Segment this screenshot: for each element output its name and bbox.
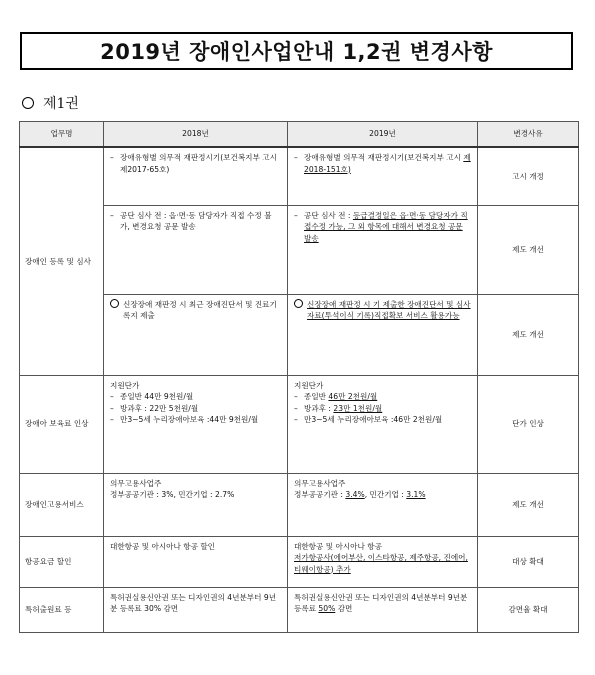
cell-2019: 대한항공 및 아시아나 항공 저가항공사(에어부산, 이스타항공, 제주항공, 진에어, 티웨이항공) 추가 <box>288 536 478 587</box>
row-category-employment: 장애인고용서비스 <box>20 473 104 536</box>
hollow-circle-icon <box>22 97 34 109</box>
cell-reason: 제도 개선 <box>478 205 579 294</box>
table-row <box>20 536 579 587</box>
row-category-registration: 장애인 등록 및 심사 <box>20 147 104 375</box>
table-row <box>20 205 579 294</box>
cell-reason: 제도 개선 <box>478 294 579 375</box>
cell-2019: – 장애유형별 의무적 재판정시기(보건복지부 고시 제2018-151호) <box>288 147 478 205</box>
header-2018: 2018년 <box>104 122 288 148</box>
cell-2019: 의무고용사업주 정부공공기관 : 3.4%, 민간기업 : 3.1% <box>288 473 478 536</box>
table-row <box>20 473 579 536</box>
cell-reason: 단가 인상 <box>478 375 579 473</box>
hollow-circle-icon <box>294 299 303 308</box>
cell-reason: 감면율 확대 <box>478 587 579 632</box>
cell-2018: 대한항공 및 아시아나 항공 할인 <box>104 536 288 587</box>
cell-2018: 의무고용사업주 정부공공기관 : 3%, 민간기업 : 2.7% <box>104 473 288 536</box>
row-category-airfare: 항공요금 할인 <box>20 536 104 587</box>
cell-reason: 제도 개선 <box>478 473 579 536</box>
cell-2018: – 장애유형별 의무적 재판정시기(보건복지부 고시 제2017-65호) <box>104 147 288 205</box>
cell-2019: – 공단 심사 전 : 등급결정일은 읍·면·동 담당자가 직접수정 가능, 그 외 항목에 대해서 변경요청 공문 발송 <box>288 205 478 294</box>
cell-reason: 고시 개정 <box>478 147 579 205</box>
cell-2019: 특허권실용신안권 또는 디자인권의 4년분부터 9년분 등록료 50% 감면 <box>288 587 478 632</box>
cell-2018: 신장장애 재판정 시 최근 장애진단서 및 진료기록지 제출 <box>104 294 288 375</box>
cell-2019: 지원단가 – 종일반 46만 2천원/월 – 방과후 : 23만 1천원/월 – 만3~5세 누리장애아보육 :46만 2천원/월 <box>288 375 478 473</box>
table-row <box>20 375 579 473</box>
section-heading-text: 제1권 <box>43 96 79 112</box>
page-title <box>20 32 573 70</box>
section-heading <box>22 93 79 113</box>
cell-2018: 지원단가 – 종일반 44만 9천원/월 – 방과후 : 22만 5천원/월 – 만3~5세 누리장애아보육 :44만 9천원/월 <box>104 375 288 473</box>
page-title-text: 2019년 장애인사업안내 1,2권 변경사항 <box>100 40 493 64</box>
cell-2019: 신장장애 재판정 시 기 제출한 장애진단서 및 심사자료(투석이식 기록)직접확보 서비스 활용가능 <box>288 294 478 375</box>
hollow-circle-icon <box>110 299 119 308</box>
table-row <box>20 587 579 632</box>
table-row <box>20 147 579 205</box>
row-category-patent: 특허출원료 등 <box>20 587 104 632</box>
cell-2018: 특허권실용신안권 또는 디자인권의 4년분부터 9년분 등록료 30% 감면 <box>104 587 288 632</box>
header-2019: 2019년 <box>288 122 478 148</box>
header-reason: 변경사유 <box>478 122 579 148</box>
cell-reason: 대상 확대 <box>478 536 579 587</box>
cell-2018: – 공단 심사 전 : 읍·면·동 담당자가 직접 수정 불가, 변경요청 공문 발송 <box>104 205 288 294</box>
header-task: 업무명 <box>20 122 104 148</box>
table-header-row <box>20 122 579 148</box>
row-category-childcare: 장애아 보육료 인상 <box>20 375 104 473</box>
table-row <box>20 294 579 375</box>
changes-table <box>19 121 579 633</box>
